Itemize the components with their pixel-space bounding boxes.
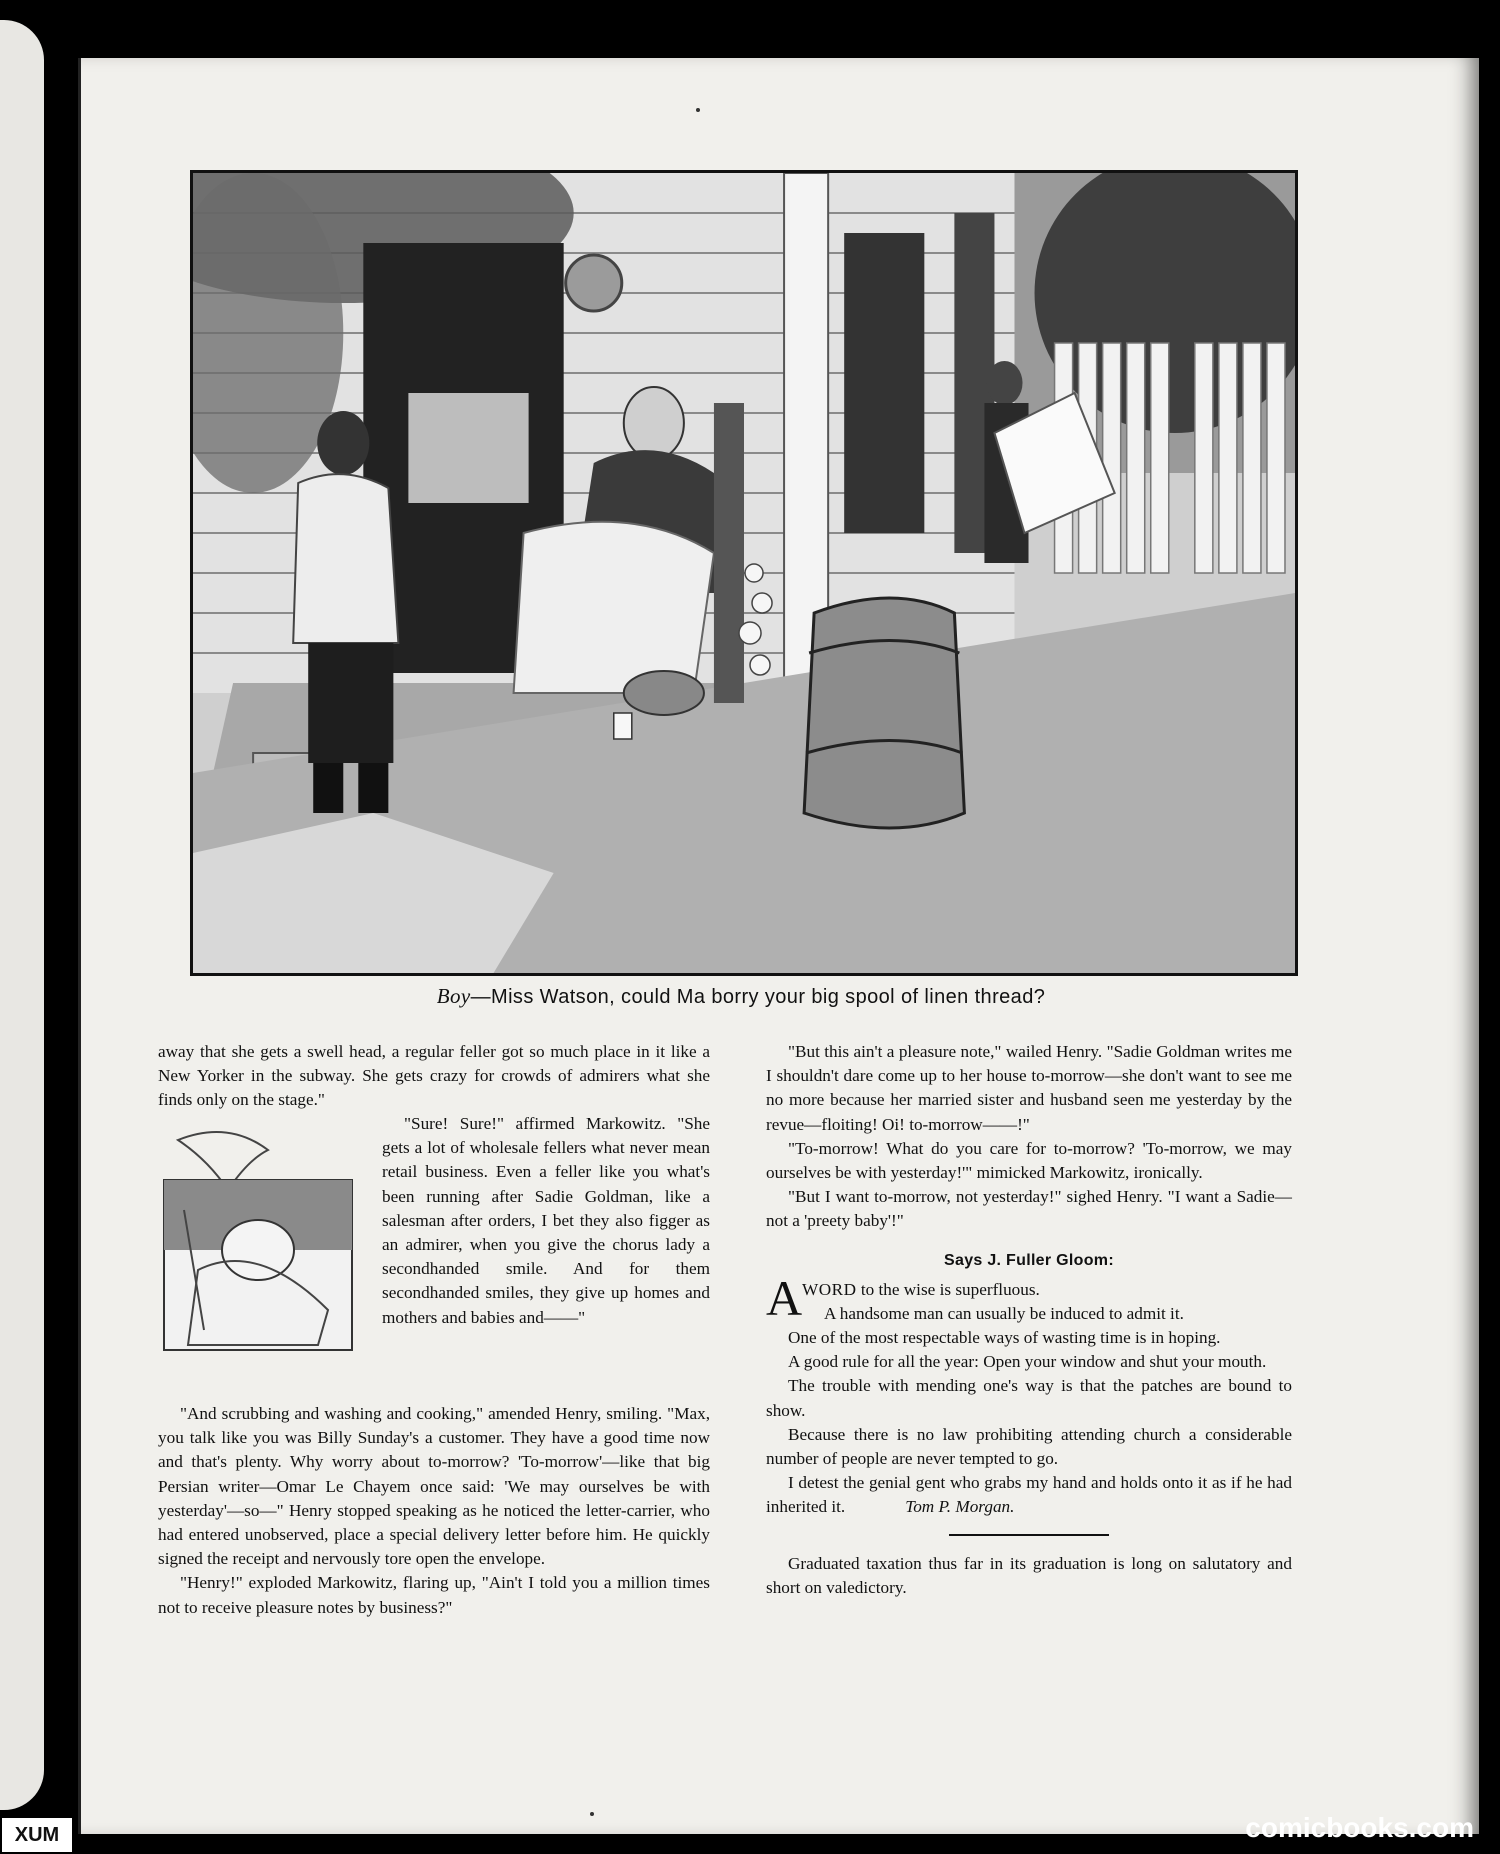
left-paragraph-3: "And scrubbing and washing and cooking," amended Henry, smiling. "Max, you talk like you was Billy Sunday's a customer. They have a good time now and that's plenty. Why worry about to-morrow? 'To-morrow'—like that big Persian writer—Omar Le Chayem once said: 'We may ourselves be with yesterday'—so—" Henry stopped speaking as he noticed the letter-carrier, who had entered unobserved, place a special delivery letter before him. He quickly signed the receipt and nervously tore open the envelope. [158, 1404, 710, 1569]
gloom-first-line [766, 1269, 1292, 1326]
left-paragraph-4: "Henry!" exploded Markowitz, flaring up, "Ain't I told you a million times not to receive pleasure notes by business?" [158, 1573, 710, 1617]
gloom-line-6: Because there is no law prohibiting attending church a considerable number of people are never tempted to go. [766, 1424, 1292, 1469]
right-paragraph-1: "But this ain't a pleasure note," wailed Henry. "Sadie Goldman writes me I shouldn't dare come up to her house to-morrow—she don't want to see me no more because her married sister and husband seen me yesterday by the revue—floiting! Oi! to-morrow——!" [766, 1042, 1292, 1134]
gloom-first-word: WORD [802, 1279, 857, 1299]
left-paragraph-1: away that she gets a swell head, a regular feller got so much place in it like a New Yorker in the subway. She gets crazy for crowds of admirers what she finds only on the stage." [158, 1042, 710, 1110]
vignette-drawing [158, 1120, 362, 1370]
gloom-first-rest: to the wise is superfluous. [856, 1279, 1040, 1299]
drop-cap: A [766, 1269, 803, 1326]
left-column-top [158, 1040, 710, 1113]
porch-illustration [190, 170, 1298, 976]
right-paragraph-3: "But I want to-morrow, not yesterday!" sighed Henry. "I want a Sadie—not a 'preety baby'!" [766, 1187, 1292, 1231]
gloom-line-4: A good rule for all the year: Open your window and shut your mouth. [788, 1352, 1267, 1372]
illustration-caption [190, 984, 1292, 1009]
gloom-line-2: A handsome man can usually be induced to admit it. [824, 1303, 1184, 1323]
right-paragraph-2: "To-morrow! What do you care for to-morrow? 'To-morrow, we may ourselves be with yesterday!'" mimicked Markowitz, ironically. [766, 1138, 1292, 1183]
watermark: comicbooks.com [1245, 1812, 1474, 1843]
gloom-line-1 [802, 1278, 1292, 1302]
left-column-bottom [158, 1402, 710, 1620]
gloom-last-line: I detest the genial gent who grabs my hand and holds onto it as if he had inherited it. [766, 1473, 1292, 1517]
gloom-signature: Tom P. Morgan. [905, 1497, 1015, 1517]
corner-tag: XUM [0, 1816, 74, 1854]
vignette-illustration [158, 1120, 362, 1370]
caption-text: —Miss Watson, could Ma borry your big spool of linen thread? [470, 986, 1046, 1008]
section-divider [949, 1534, 1109, 1536]
page-speck [590, 1812, 594, 1816]
closing-paragraph: Graduated taxation thus far in its graduation is long on salutatory and short on valedictory. [766, 1553, 1292, 1597]
left-paragraph-2: "Sure! Sure!" affirmed Markowitz. "She gets a lot of wholesale fellers what never mean retail business. Even a feller like you what's been running after Sadie Goldman, like a salesman after orders, I bet they also figger as an admirer, when you give the chorus lady a secondhanded smile. And for them secondhanded smiles, they give up homes and mothers and babies and——" [382, 1114, 710, 1327]
left-column-wrap [382, 1112, 710, 1330]
right-column [766, 1040, 1292, 1600]
caption-speaker: Boy [436, 984, 471, 1008]
previous-page-edge [0, 20, 44, 1810]
gloom-line-5: The trouble with mending one's way is that the patches are bound to show. [766, 1376, 1292, 1420]
gloom-line-7 [766, 1471, 1292, 1519]
gloom-heading: Says J. Fuller Gloom: [944, 1251, 1114, 1269]
gloom-line-3: One of the most respectable ways of wasting time is in hoping. [788, 1328, 1221, 1348]
illustration-drawing [193, 173, 1295, 973]
page-speck [696, 108, 700, 112]
